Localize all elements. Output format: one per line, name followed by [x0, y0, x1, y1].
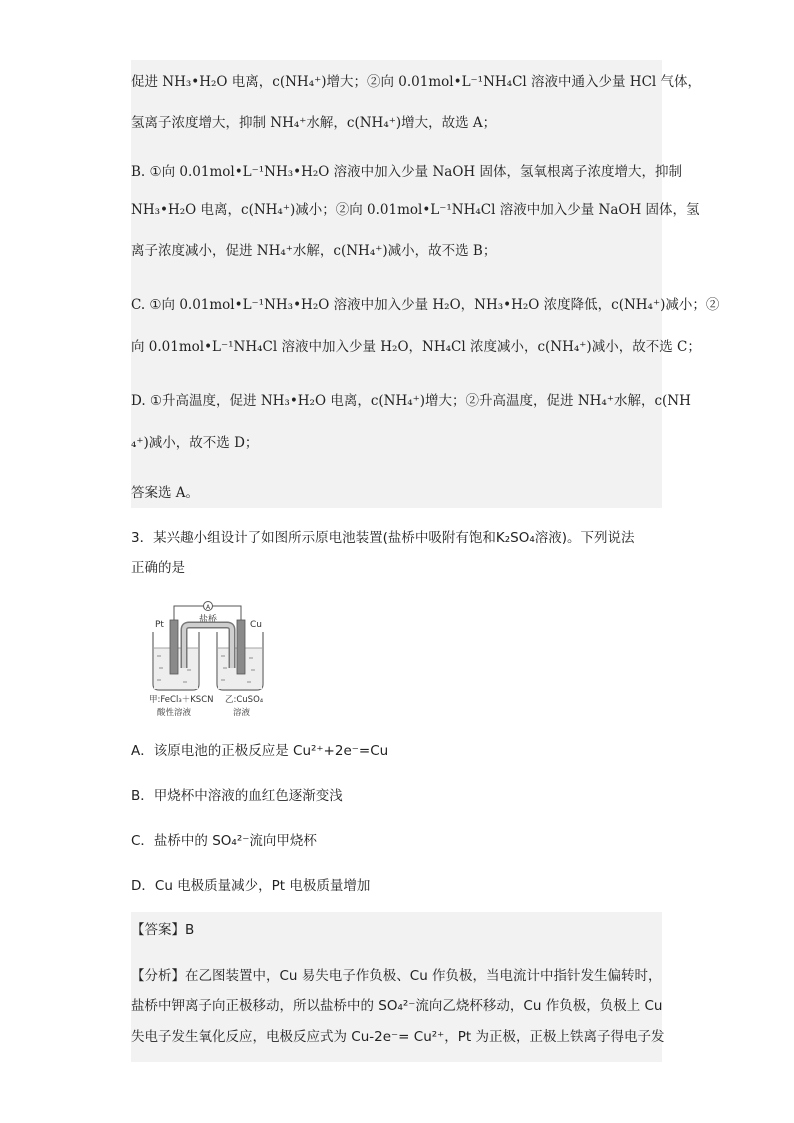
question-stem: 3．某兴趣小组设计了如图所示原电池装置(盐桥中吸附有饱和K₂SO₄溶液)。下列说法: [131, 530, 635, 546]
analysis-line: 向 0.01mol•L⁻¹NH₄Cl 溶液中加入少量 H₂O，NH₄Cl 浓度减小，c(NH₄⁺)减小，故不选 C；: [131, 339, 701, 355]
analysis-line: B. ①向 0.01mol•L⁻¹NH₃•H₂O 溶液中加入少量 NaOH 固体，氢氧根离子浓度增大，抑制: [131, 164, 682, 180]
analysis-line: 失电子发生氧化反应，电极反应式为 Cu-2e⁻= Cu²⁺，Pt 为正极，正极上铁离子得电子发: [131, 1029, 665, 1045]
left-solution-label: 酸性溶液: [157, 708, 192, 718]
option-a: A．该原电池的正极反应是 Cu²⁺+2e⁻=Cu: [131, 743, 389, 759]
galvanic-cell-figure: [147, 596, 277, 720]
option-d: D．Cu 电极质量减少，Pt 电极质量增加: [131, 878, 371, 894]
analysis-line: D. ①升高温度，促进 NH₃•H₂O 电离，c(NH₄⁺)增大；②升高温度，促进 NH₄⁺水解，c(NH: [131, 393, 691, 409]
right-solution-label: 溶液: [233, 708, 251, 718]
ammeter-label: A: [205, 604, 211, 611]
question-stem: 正确的是: [131, 560, 185, 576]
analysis-line: 氢离子浓度增大，抑制 NH₄⁺水解，c(NH₄⁺)增大，故选 A；: [131, 115, 497, 131]
analysis-line: C. ①向 0.01mol•L⁻¹NH₃•H₂O 溶液中加入少量 H₂O，NH₃•H₂O 浓度降低，c(NH₄⁺)减小；②: [131, 297, 720, 313]
analysis-line: 促进 NH₃•H₂O 电离，c(NH₄⁺)增大；②向 0.01mol•L⁻¹NH₄Cl 溶液中通入少量 HCl 气体，: [131, 74, 702, 90]
option-c: C．盐桥中的 SO₄²⁻流向甲烧杯: [131, 833, 317, 849]
answer-label: 【答案】B: [131, 922, 195, 938]
analysis-line: 【分析】在乙图装置中，Cu 易失电子作负极、Cu 作负极，当电流计中指针发生偏转时，: [131, 968, 662, 984]
analysis-line: 离子浓度减小，促进 NH₄⁺水解，c(NH₄⁺)减小，故不选 B；: [131, 243, 497, 259]
final-answer-line: 答案选 A。: [131, 485, 200, 501]
pt-label: Pt: [155, 620, 164, 630]
cu-electrode: [237, 620, 245, 674]
cu-label: Cu: [250, 620, 262, 630]
analysis-line: ₄⁺)减小，故不选 D；: [131, 435, 259, 451]
analysis-line: NH₃•H₂O 电离，c(NH₄⁺)减小；②向 0.01mol•L⁻¹NH₄Cl 溶液中加入少量 NaOH 固体，氢: [131, 202, 700, 218]
salt-bridge-label: 盐桥: [198, 615, 218, 625]
analysis-line: 盐桥中钾离子向正极移动，所以盐桥中的 SO₄²⁻流向乙烧杯移动，Cu 作负极，负极上 Cu: [131, 998, 663, 1014]
left-solution-label: 甲:FeCl₃＋KSCN: [149, 695, 214, 705]
option-b: B．甲烧杯中溶液的血红色逐渐变浅: [131, 788, 343, 804]
pt-electrode: [170, 620, 178, 674]
right-solution-label: 乙:CuSO₄: [225, 695, 264, 705]
